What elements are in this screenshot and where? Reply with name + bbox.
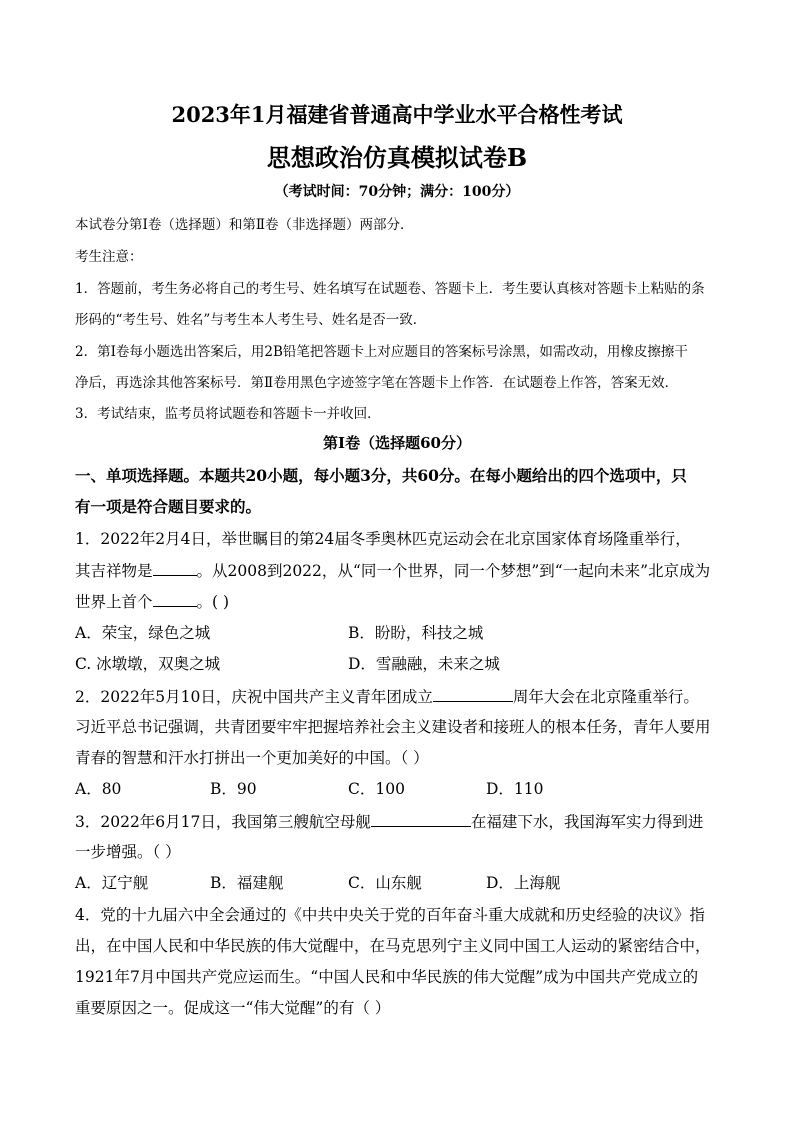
question-2-line-2: 习近平总书记强调，共青团要牢牢把握培养社会主义建设者和接班人的根本任务，青年人要用: [75, 718, 711, 736]
question-3-text: 在福建下水，我国海军实力得到进: [470, 813, 704, 831]
question-2-text: 周年大会在北京隆重举行。: [512, 688, 699, 706]
notice-item-1-line-2: 形码的“考生号、姓名”与考生本人考生号、姓名是否一致．: [75, 312, 427, 328]
question-3-option-d: D．上海舰: [486, 874, 561, 892]
question-4-line-1: 4．党的十九届六中全会通过的《中共中央关于党的百年奋斗重大成就和历史经验的决议》指: [75, 906, 705, 924]
question-1-text: 。( ): [196, 593, 230, 611]
notice-item-2-line-2: 净后，再选涂其他答案标号．第Ⅱ卷用黑色字迹签字笔在答题卡上作答．在试题卷上作答，答案无效．: [75, 375, 679, 391]
notice-item-1-line-1: 1．答题前，考生务必将自己的考生号、姓名填写在试题卷、答题卡上．考生要认真核对答题卡上粘贴的条: [75, 281, 705, 297]
answer-blank: [153, 559, 197, 576]
question-2-line-1: [75, 685, 735, 708]
notice-item-2-line-1: 2．第Ⅰ卷每小题选出答案后，用2B铅笔把答题卡上对应题目的答案标号涂黑，如需改动，用橡皮擦擦干: [75, 344, 688, 360]
question-2-option-c: C．100: [348, 780, 405, 798]
question-1-option-b: B．盼盼，科技之城: [348, 624, 484, 642]
question-1-text: 。从2008到2022，从“同一个世界，同一个梦想”到“一起向未来”北京成为: [196, 562, 711, 580]
answer-blank: [433, 685, 513, 702]
section-1-directions-line-1: 一、单项选择题。本题共20小题，每小题3分，共60分。在每小题给出的四个选项中，只: [75, 466, 687, 485]
question-1-line-2: [75, 559, 735, 582]
question-1-line-1: 1．2022年2月4日，举世瞩目的第24届冬季奥林匹克运动会在北京国家体育场隆重举行，: [75, 530, 691, 548]
question-1-option-c: C. 冰墩墩，双奥之城: [75, 655, 221, 673]
question-2-text: 2．2022年5月10日，庆祝中国共产主义青年团成立: [75, 688, 433, 706]
question-1-text: 世界上首个: [75, 593, 153, 611]
exam-time-info: （考试时间：70分钟；满分：100分）: [274, 184, 520, 200]
exam-title: 2023年1月福建省普通高中学业水平合格性考试: [171, 102, 623, 127]
question-3-text: 3．2022年6月17日，我国第三艘航空母舰: [75, 813, 371, 831]
question-3-line-2: 一步增强。（ ）: [75, 843, 181, 861]
section-1-directions-line-2: 有一项是符合题目要求的。: [75, 497, 262, 516]
question-2-option-d: D．110: [486, 780, 544, 798]
exam-subtitle: 思想政治仿真模拟试卷B: [266, 143, 528, 172]
question-4-line-3: 1921年7月中国共产党应运而生。“中国人民和中华民族的伟大觉醒”成为中国共产党成立的: [75, 968, 699, 986]
question-3-option-a: A．辽宁舰: [75, 874, 149, 892]
question-2-line-3: 青春的智慧和汗水打拼出一个更加美好的中国。（ ）: [75, 749, 429, 767]
question-3-line-1: [75, 810, 735, 833]
question-1-line-3: [75, 590, 735, 613]
instructions-intro: 本试卷分第Ⅰ卷（选择题）和第Ⅱ卷（非选择题）两部分．: [75, 217, 414, 233]
answer-blank: [153, 590, 197, 607]
question-1-text: 其吉祥物是: [75, 562, 153, 580]
question-4-line-2: 出，在中国人民和中华民族的伟大觉醒中，在马克思列宁主义同中国工人运动的紧密结合中，: [75, 937, 711, 955]
question-3-option-c: C．山东舰: [348, 874, 422, 892]
question-1-option-d: D．雪融融，未来之城: [348, 655, 500, 673]
question-3-option-b: B．福建舰: [210, 874, 284, 892]
question-1-option-a: A．荣宝，绿色之城: [75, 624, 211, 642]
question-2-option-b: B．90: [210, 780, 257, 798]
notice-item-3: 3．考试结束，监考员将试题卷和答题卡一并收回．: [75, 406, 381, 422]
notice-title: 考生注意：: [75, 249, 143, 265]
question-4-line-4: 重要原因之一。促成这一“伟大觉醒”的有（ ）: [75, 999, 391, 1017]
question-2-option-a: A．80: [75, 780, 122, 798]
answer-blank: [371, 810, 471, 827]
section-1-title: 第Ⅰ卷（选择题60分）: [323, 434, 471, 452]
